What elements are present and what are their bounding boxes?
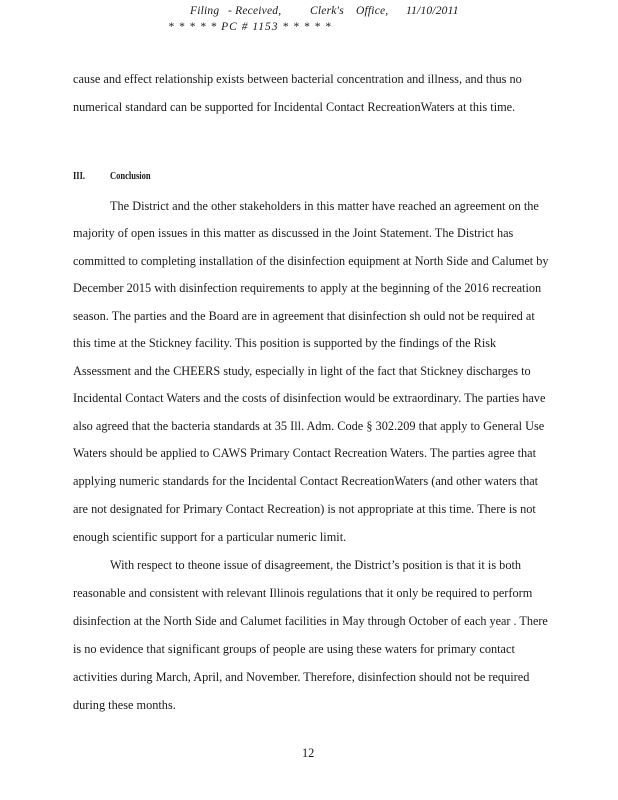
text-line: also agreed that the bacteria standards at 35 Ill. Adm. Code § 302.209 that apply to General Use — [73, 419, 545, 433]
section-title: Conclusion — [110, 171, 151, 182]
text-line: disinfection at the North Side and Calumet facilities in May through October of each year . There — [73, 614, 548, 628]
stamp-received: - Received, — [228, 5, 282, 17]
text-line: With respect to theone issue of disagreement, the District’s position is that it is both — [110, 558, 522, 572]
text-line: season. The parties and the Board are in agreement that disinfection sh ould not be required at — [73, 309, 535, 323]
stamp-pc-number: * * * * * PC # 1153 * * * * * — [168, 21, 332, 33]
text-line: December 2015 with disinfection requirements to apply at the beginning of the 2016 recreation — [73, 281, 542, 295]
text-line: Waters should be applied to CAWS Primary Contact Recreation Waters. The parties agree that — [73, 446, 537, 460]
text-line: are not designated for Primary Contact Recreation) is not appropriate at this time. There is not — [73, 502, 536, 516]
text-line: is no evidence that significant groups of people are using these waters for primary contact — [73, 642, 515, 656]
text-line: enough scientific support for a particular numeric limit. — [73, 530, 347, 544]
text-line: reasonable and consistent with relevant Illinois regulations that it only be required to perform — [73, 586, 533, 600]
text-line: this time at the Stickney facility. This position is supported by the findings of the Risk — [73, 336, 497, 350]
text-line: during these months. — [73, 698, 176, 712]
stamp-date: 11/10/2011 — [406, 5, 459, 17]
text-line: Assessment and the CHEERS study, especially in light of the fact that Stickney discharges to — [73, 364, 531, 378]
text-line: applying numeric standards for the Incidental Contact RecreationWaters (and other waters that — [73, 474, 539, 488]
page-number: 12 — [302, 746, 315, 760]
text-line: activities during March, April, and November. Therefore, disinfection should not be required — [73, 670, 530, 684]
text-line: The District and the other stakeholders in this matter have reached an agreement on the — [110, 199, 539, 213]
text-line: numerical standard can be supported for Incidental Contact RecreationWaters at this time. — [73, 100, 516, 114]
text-line: committed to completing installation of the disinfection equipment at North Side and Calumet by — [73, 254, 549, 268]
stamp-office: Office, — [356, 5, 389, 17]
stamp-filing: Filing — [190, 5, 220, 17]
text-line: Incidental Contact Waters and the costs of disinfection would be extraordinary. The parties have — [73, 391, 546, 405]
section-number: III. — [73, 171, 86, 182]
text-line: cause and effect relationship exists between bacterial concentration and illness, and thus no — [73, 72, 522, 86]
text-line: majority of open issues in this matter as discussed in the Joint Statement. The District has — [73, 226, 514, 240]
stamp-clerks: Clerk's — [310, 5, 344, 17]
